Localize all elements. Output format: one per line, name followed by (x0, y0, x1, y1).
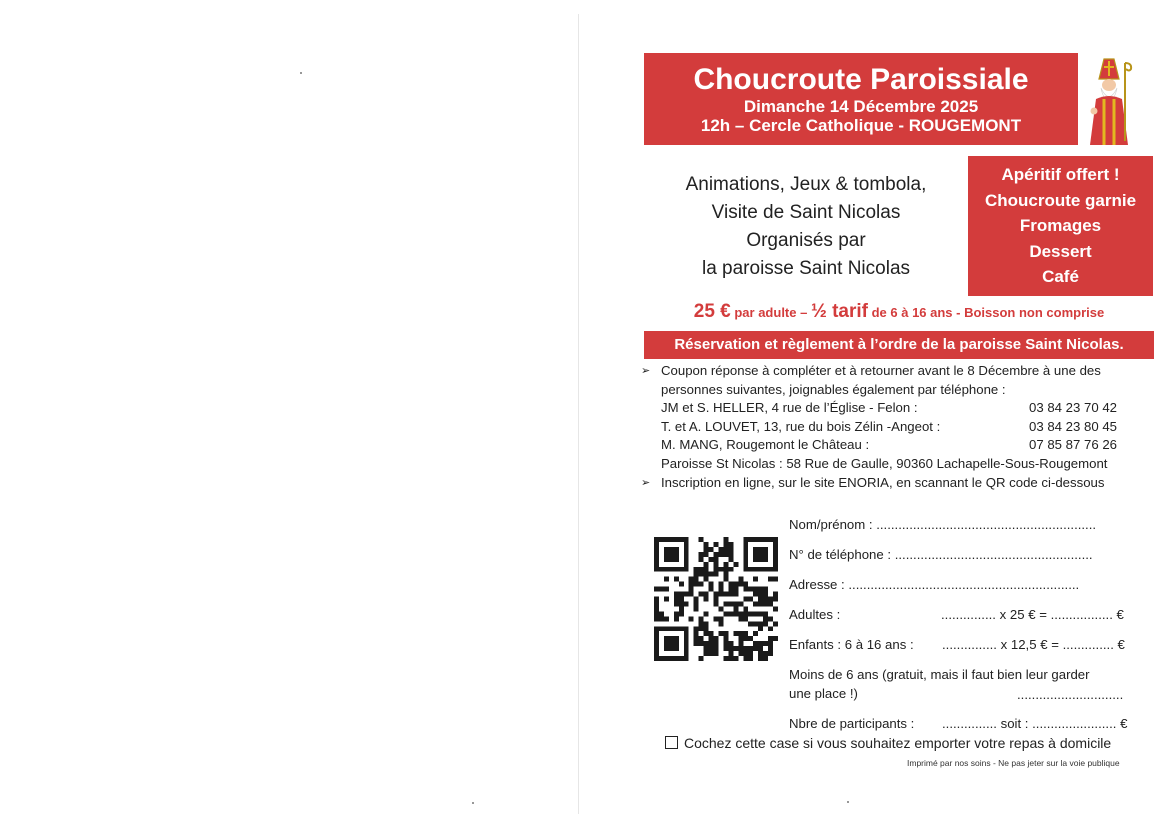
footer-note: Imprimé par nos soins - Ne pas jeter sur la voie publique (907, 758, 1120, 768)
contact-name: JM et S. HELLER, 4 rue de l’Église - Felon : (661, 400, 918, 416)
event-title: Choucroute Paroissiale (693, 63, 1029, 96)
price-line (644, 301, 1154, 323)
menu-item: Choucroute garnie (984, 190, 1137, 210)
adults-calc-field[interactable]: ............... x 25 € = ................. € (941, 607, 1124, 622)
parish-address: Paroisse St Nicolas : 58 Rue de Gaulle, 90360 Lachapelle-Sous-Rougemont (661, 455, 1108, 471)
coupon-text: Coupon réponse à compléter et à retourner avant le 8 Décembre à une des (661, 363, 1101, 378)
name-field[interactable]: Nom/prénom : ............................................................ (789, 517, 1097, 532)
address-field[interactable]: Adresse : ............................................................... (789, 577, 1080, 592)
activity-line: Animations, Jeux & tombola, (685, 174, 927, 195)
reservation-banner: Réservation et règlement à l’ordre de la paroisse Saint Nicolas. (644, 331, 1154, 359)
qr-code-icon[interactable] (654, 537, 778, 661)
children-label: Enfants : 6 à 16 ans : (789, 637, 914, 652)
event-date: Dimanche 14 Décembre 2025 (743, 97, 979, 116)
coupon-text: personnes suivantes, joignables également par téléphone : (661, 381, 1006, 397)
contact-name: M. MANG, Rougemont le Château : (661, 437, 870, 453)
price-details: de 6 à 16 ans - Boisson non comprise (867, 305, 1105, 320)
title-banner (644, 53, 1078, 145)
takeaway-checkbox[interactable] (665, 736, 678, 749)
contact-row (641, 399, 1156, 418)
arrow-bullet-icon: ➢ (641, 365, 651, 377)
contact-phone: 03 84 23 80 45 (1029, 418, 1117, 434)
menu-item: Café (1042, 267, 1079, 286)
arrow-bullet-icon: ➢ (641, 476, 651, 489)
event-place: 12h – Cercle Catholique - ROUGEMONT (700, 116, 1022, 135)
instructions (641, 362, 1156, 492)
contact-phone: 03 84 23 70 42 (1029, 400, 1117, 416)
participants-label: Nbre de participants : (789, 716, 915, 731)
saint-nicolas-illustration (1082, 55, 1136, 145)
menu-item: Apéritif offert ! (1001, 165, 1120, 184)
adult-price: 25 € (693, 301, 731, 322)
under6-field[interactable]: ............................. (1017, 687, 1124, 702)
contact-row (641, 436, 1156, 455)
menu-item: Dessert (1029, 241, 1092, 261)
activity-line: Visite de Saint Nicolas (711, 202, 901, 223)
menu-item: Fromages (1019, 216, 1102, 235)
scan-speck (847, 801, 849, 803)
contact-phone: 07 85 87 76 26 (1029, 437, 1117, 453)
takeaway-option[interactable] (665, 735, 1111, 751)
scan-speck (472, 802, 474, 804)
children-calc-field[interactable]: ............... x 12,5 € = .............. € (942, 637, 1125, 652)
under6-text: Moins de 6 ans (gratuit, mais il faut bien leur garder (789, 667, 1090, 682)
scan-speck (300, 72, 302, 74)
activity-line: la paroisse Saint Nicolas (701, 258, 911, 279)
phone-field[interactable]: N° de téléphone : ...................................................... (789, 547, 1093, 562)
takeaway-label: Cochez cette case si vous souhaitez emporter votre repas à domicile (684, 735, 1112, 751)
contact-name: T. et A. LOUVET, 13, rue du bois Zélin -Angeot : (661, 418, 941, 434)
half-price: ½ tarif (810, 301, 868, 322)
contact-row (641, 418, 1156, 437)
activity-line: Organisés par (746, 230, 866, 251)
activities-list (648, 171, 964, 283)
menu-box (968, 156, 1153, 296)
under6-text: une place !) (789, 686, 858, 701)
adult-price-label: par adulte – (730, 305, 811, 320)
adults-label: Adultes : (789, 607, 841, 622)
online-registration: Inscription en ligne, sur le site ENORIA, en scannant le QR code ci-dessous (661, 474, 1105, 490)
participants-field[interactable]: ............... soit : ....................... € (942, 716, 1128, 731)
page-fold-line (578, 14, 579, 814)
